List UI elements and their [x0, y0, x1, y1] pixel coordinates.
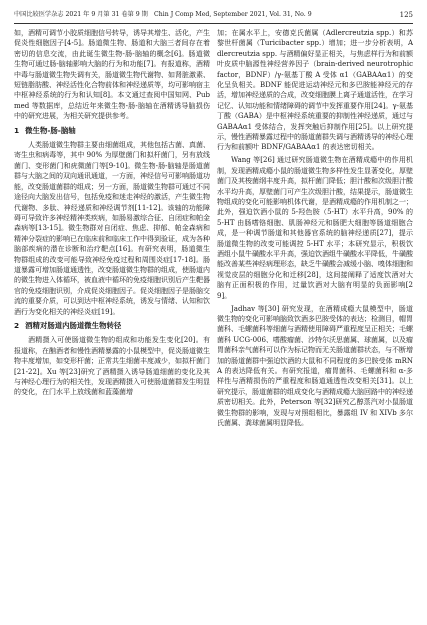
right-column: [217, 28, 413, 616]
section-1-number: 1: [14, 125, 20, 135]
intro-paragraph-continued: 如，酒精可调节小胶质细胞信号转导，诱导其增生、活化，产生促炎性细胞因子[4-5]。肠道微生物、肠道和大脑三者间存在着密切的信息交流，由此诞生微生物-肠-脑轴的概念[6]。肠道微生物可通过肠-脑轴影响大脑的行为和功能[7]。有报道称，酒精中毒与肠道微生物失调有关，肠道微生物代谢物、如肾脏激素、短链脂肪酸、神经活性化合物前体和神经递质等，均可影响宿主中枢神经系统的行为和认知[8]。本文通过查阅中国知网、Pubmed 等数据库，总结近年来微生物-肠-脑轴在酒精诱导脑损伤中的研究进展，为相关研究提供参考。: [14, 29, 210, 121]
left-column: [14, 28, 210, 616]
section-2-heading: [14, 321, 210, 331]
wang-study-paragraph: Wang 等[26] 通过研究肠道微生物在酒精成瘾中的作用机制，发现酒精成瘾小鼠的肠道微生物多样性发生显著变化，厚壁菌门及其梭菌纲丰度升高，拟杆菌门降低；胆汁酸和次级胆汁酸水平均升高，厚壁菌门可产生次级胆汁酸，结果提示，肠道微生物组成的变化可能影响机体代谢，是酒精成瘾的作用机制之一；此外，强迫饮酒小鼠的 5-羟色胺（5-HT）水平升高，90% 的 5-HT 由肠嗜铬细胞、肌肠神经元和肠肥大细胞等肠道细胞合成，是一种调节肠道和其他器官系统的脑神经递质[27]，提示肠道微生物的改变可能调控 5-HT 水平；本研究显示，积极饮酒组小鼠牛磺酸水平升高，强迫饮酒组牛磺酸水平降低，牛磺酸能改善某些神经病理形态，缺乏牛磺酸会减缓小脑、嗅体细胞和视觉皮层的细胞分化和迁移[28]，这间接阐释了适度饮酒对大脑有正面积极的作用，过量饮酒对大脑有明显的负面影响[29]。: [217, 156, 413, 300]
section-1-title: 微生物-肠-脑轴: [25, 125, 76, 135]
jadhav-study-paragraph: Jadhav 等[30] 研究发现，在酒精成瘾大鼠模型中，肠道微生物的变化可影响脑致饮酒多巴胺受体的表达；检测目，帽胃菌科、毛螺菌科等细菌与酒精使用障碍严重程度呈正相关；毛螺菌科 UCG-006、嗜酸瘤菌、沙特尔沃思菌属、球菌属，以及瘤胃菌科亲气菌科可以作为标记物而无关肠道菌群状态，与不断增加的肠道菌群中强迫饮酒的大鼠和不同程度的多巴胺受体 mRNA 的表达降低有关。有研究报道，瘤胃菌科、毛螺菌科和 α-多样性与酒精损伤的严重程度和肠道通透性改变相关[31]。以上研究提示，肠道菌群的组成变化与酒精成瘾大脑回路中的神经递质密切相关。此外，Peterson 等[32]研究乙醇蒸汽对小鼠肠道微生物群的影响，发现与对照组相比，暴露组 IV 和 XIVb 多尔氏菌属、粪球菌属明显降低。: [217, 304, 413, 428]
section-1-heading: [14, 126, 210, 136]
journal-info: 中国比较医学杂志 2021 年 9 月第 31 卷第 9 期 Chin J Comp Med, September 2021, Vol. 31, No. 9: [14, 11, 312, 18]
section-1-paragraph: 人类肠道微生物群主要由细菌组成，其他包括古菌、真菌、寄生虫和病毒等，其中 90% 为厚壁菌门和拟杆菌门，另有放线菌门、变形菌门和疣微菌门等[9-10]。微生物-肠-脑轴是肠道菌群与大脑之间的双向通讯通道，一方面，神经信号可影响肠道功能，改变肠道菌群的组成；另一方面，肠道微生物群可通过不同途径向大脑发出信号，包括免疫和迷走神经的激活，产生微生物代谢物、多肽、神经递质和神经调节剂[11-12]。该轴的功能障碍可导致许多神经精神类疾病，如肠易激综合征、自闭症和帕金森病等[13-15]。微生物群对自闭症、焦虑、抑郁、帕金森病和精神分裂症的影响已在临床前和临床工作中得到验证，成为各种脑部疾病的潜在诊断和治疗靶点[16]。有研究表明，肠道微生物群组成的改变可能导致神经免疫过程和周围炎症[17-18]。肠道暴露可增加肠道通透性，改变肠道微生物群的组成，使肠道内的微生物进入体循环，被血液中循环的免疫细胞识别后产生靶器官的免疫细胞识别，介成促炎细胞因子。促炎细胞因子是肠脑交流的重要介质，可以到达中枢神经系统，诱发与情绪、认知和饮酒行为变化相关的神经炎症[19]。: [14, 141, 210, 316]
section-2-paragraph-continued: 加；在属水平上，安德克氏菌属（Adlercreutzia spp.）和苏黎世杆菌属（Turicibacter spp.）增加；进一步分析表明，Adlercreutzia spp. 与酒精偏好显正相关，与焦虑样行为和前额叶皮质中脑源性神经营养因子（brain-derived neurotrophic factor，BDNF）/γ-氨基丁酸 A 受体 α1（GABAAα1）的变化呈负相关。BDNF 能促进运动神经元和多巴胺能神经元的存活，增加神经递质的合成，改变细胞膜上离子通道活性，在学习记忆、认知功能和情绪障碍的调节中发挥重要作用[24]。γ-氨基丁酸（GABA）是中枢神经系统重要的抑制性神经递质，通过与 GABAAα1 受体结合，发挥突触后抑制作用[25]。以上研究提示，慢性酒精暴露过程中的肠道菌群失调与酒精诱导的神经心理行为和前额叶 BDNF/GABAAα1 的表达密切相关。: [217, 29, 413, 152]
section-2-title: 酒精对肠道内肠道微生物转径: [25, 320, 122, 330]
page-number: 125: [399, 11, 413, 19]
section-2-paragraph: 酒精摄入可使肠道微生物的组成和功能发生变化[20]。有报道称，在酗酒者和慢性酒精暴露的小鼠模型中，促炎肠道微生物丰度增加，如变形杆菌；正常共生细菌丰度减少，如拟杆菌门[21-22]。Xu 等[23]研究了酒精摄入诱导肠道细菌的变化及其与神经心理行为的相关性，发现酒精摄入可使肠道菌群发生明显的变化，在门水平上放线菌和蓝藻菌增: [14, 336, 210, 397]
running-header: [14, 9, 413, 21]
section-2-number: 2: [14, 320, 20, 330]
header-rule: [14, 23, 413, 24]
